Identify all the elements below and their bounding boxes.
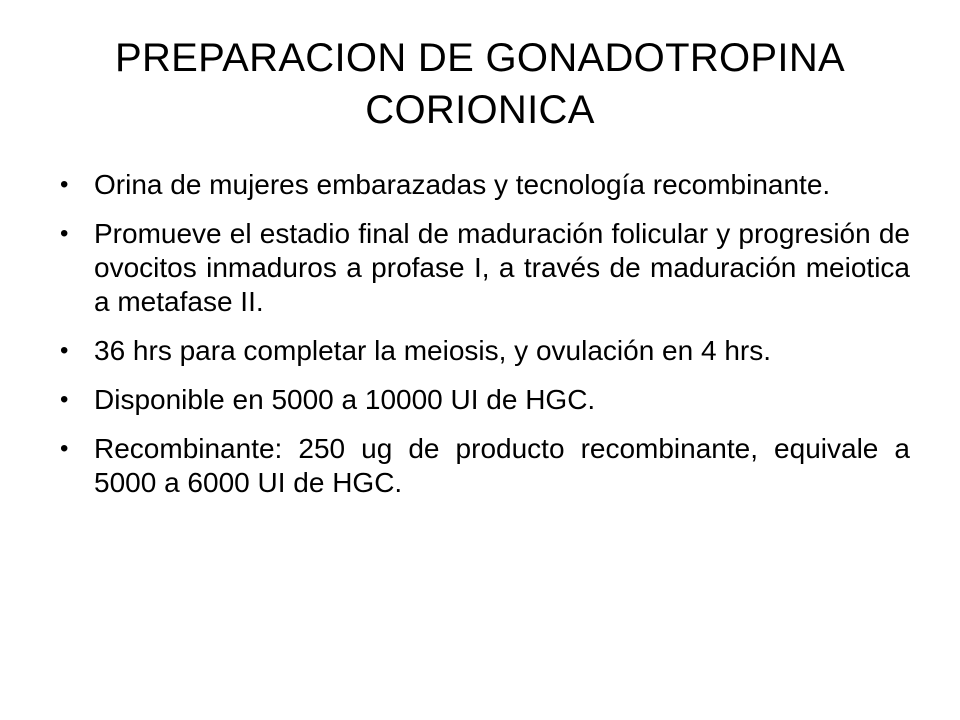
slide-title (48, 32, 912, 136)
bullet-item-availability (58, 383, 910, 417)
bullet-text: 36 hrs para completar la meiosis, y ovulación en 4 hrs. (94, 335, 771, 366)
bullet-dot-icon: • (60, 435, 69, 462)
bullet-text: Disponible en 5000 a 10000 UI de HGC. (94, 384, 596, 415)
bullet-dot-icon: • (60, 337, 69, 364)
bullet-item-source (58, 168, 910, 202)
bullet-dot-icon: • (60, 171, 69, 198)
bullet-dot-icon: • (60, 386, 69, 413)
bullet-dot-icon: • (60, 220, 69, 247)
bullet-list (58, 168, 910, 515)
bullet-text: Recombinante: 250 ug de producto recombinante, equivale a 5000 a 6000 UI de HGC. (94, 433, 910, 498)
bullet-item-recombinant (58, 432, 910, 500)
bullet-item-timing (58, 334, 910, 368)
bullet-text: Orina de mujeres embarazadas y tecnología recombinante. (94, 169, 831, 200)
slide-title-line-1: PREPARACION DE GONADOTROPINA (115, 36, 845, 80)
slide-title-line-2: CORIONICA (365, 88, 595, 132)
bullet-text: Promueve el estadio final de maduración folicular y progresión de ovocitos inmaduros a profase I, a través de maduración meiotica a metafase II. (94, 218, 910, 317)
bullet-item-maturation (58, 217, 910, 319)
